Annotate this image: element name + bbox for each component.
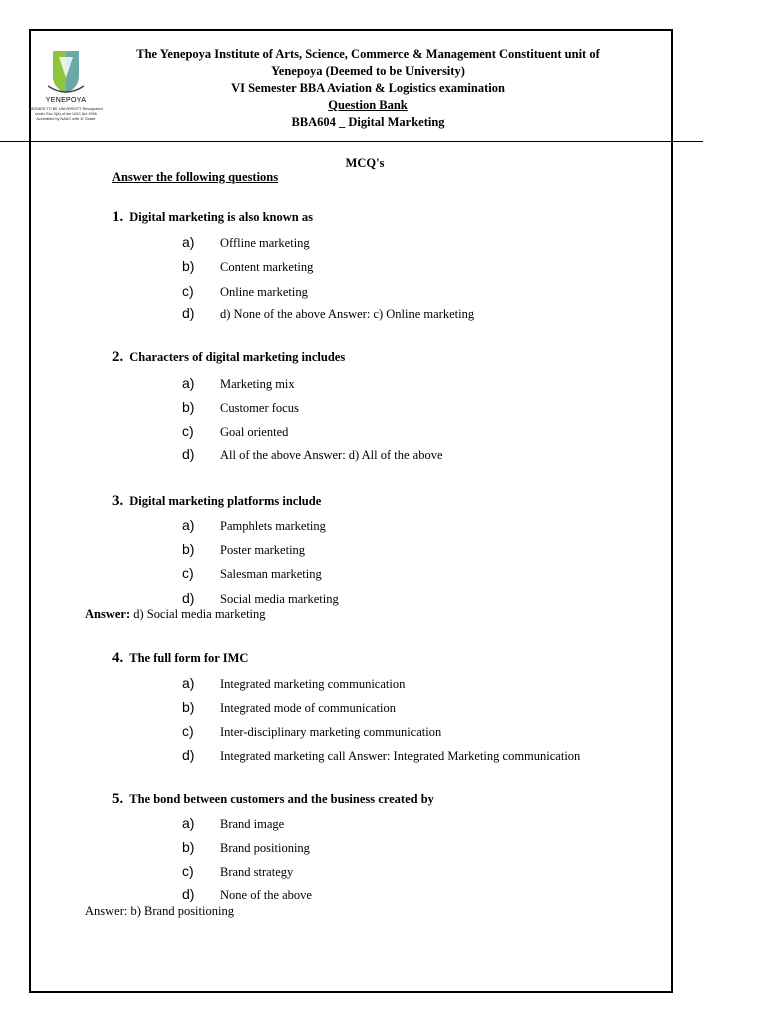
logo-name: YENEPOYA: [45, 97, 87, 104]
option-letter: c): [182, 723, 194, 739]
option-text: Brand positioning: [220, 841, 310, 855]
answer-text: d) Social media marketing: [130, 607, 266, 621]
option-3c: [182, 565, 322, 582]
option-text: Brand strategy: [220, 865, 294, 879]
option-1d: [182, 305, 474, 322]
option-2a: [182, 375, 295, 392]
option-letter: d): [182, 305, 195, 321]
option-text: Goal oriented: [220, 425, 289, 439]
option-text: Poster marketing: [220, 543, 306, 557]
question-text: Characters of digital marketing includes: [129, 350, 346, 364]
answer-5: [85, 904, 234, 919]
question-text: The bond between customers and the business created by: [129, 792, 434, 806]
university-name: Yenepoya (Deemed to be University): [271, 64, 465, 78]
option-text: Integrated marketing call Answer: Integrated Marketing communication: [220, 749, 581, 763]
option-text: Social media marketing: [220, 592, 339, 606]
question-text: Digital marketing platforms include: [129, 494, 322, 508]
option-letter: c): [182, 283, 194, 299]
option-letter: d): [182, 886, 195, 902]
option-text: Offline marketing: [220, 236, 310, 250]
option-5c: [182, 863, 293, 880]
option-letter: b): [182, 699, 195, 715]
option-4d: [182, 747, 580, 764]
option-text: Salesman marketing: [220, 567, 322, 581]
answer-text: Answer: b) Brand positioning: [85, 904, 234, 918]
question-5: [112, 791, 434, 808]
header-divider: [0, 141, 703, 142]
option-letter: a): [182, 234, 195, 250]
question-number: 5.: [112, 791, 124, 807]
option-text: None of the above: [220, 888, 312, 902]
option-letter: a): [182, 675, 195, 691]
option-2c: [182, 423, 288, 440]
instruction: Answer the following questions: [112, 170, 279, 184]
option-letter: a): [182, 517, 195, 533]
option-letter: c): [182, 565, 194, 581]
option-text: Content marketing: [220, 260, 314, 274]
question-number: 1.: [112, 209, 124, 225]
question-text: The full form for IMC: [129, 651, 249, 665]
question-1: [112, 209, 313, 226]
question-text: Digital marketing is also known as: [129, 210, 313, 224]
option-1c: [182, 283, 308, 300]
course-title: BBA604 _ Digital Marketing: [291, 115, 445, 129]
option-text: Inter-disciplinary marketing communication: [220, 725, 442, 739]
question-4: [112, 650, 248, 667]
option-letter: c): [182, 863, 194, 879]
option-text: Integrated marketing communication: [220, 677, 406, 691]
option-text: Integrated mode of communication: [220, 701, 396, 715]
option-2d: [182, 446, 443, 463]
option-text: Brand image: [220, 817, 285, 831]
option-text: Pamphlets marketing: [220, 519, 326, 533]
option-3a: [182, 517, 326, 534]
option-text: Customer focus: [220, 401, 299, 415]
option-text: Marketing mix: [220, 377, 295, 391]
question-3: [112, 493, 321, 510]
option-letter: a): [182, 815, 195, 831]
option-letter: b): [182, 839, 195, 855]
option-5b: [182, 839, 310, 856]
option-letter: b): [182, 541, 195, 557]
exam-title: VI Semester BBA Aviation & Logistics examination: [231, 81, 505, 95]
option-letter: c): [182, 423, 194, 439]
question-2: [112, 349, 345, 366]
option-3b: [182, 541, 305, 558]
question-number: 3.: [112, 493, 124, 509]
option-letter: d): [182, 446, 195, 462]
option-4b: [182, 699, 396, 716]
document-header: [118, 46, 618, 131]
question-bank-title: Question Bank: [328, 98, 408, 112]
option-letter: b): [182, 399, 195, 415]
option-3d: [182, 590, 339, 607]
option-text: Online marketing: [220, 285, 308, 299]
option-1a: [182, 234, 310, 251]
option-letter: d): [182, 747, 195, 763]
option-letter: a): [182, 375, 195, 391]
option-1b: [182, 258, 313, 275]
option-2b: [182, 399, 299, 416]
question-number: 2.: [112, 349, 124, 365]
option-4a: [182, 675, 405, 692]
logo-subtext: DEEMED TO BE UNIVERSITY Recognized under Sec 3(A) of the UGC Act 1956 Accredited by NAAC with 'A' Grade: [29, 107, 103, 121]
option-letter: b): [182, 258, 195, 274]
option-letter: d): [182, 590, 195, 606]
answer-label: Answer:: [85, 607, 131, 621]
question-number: 4.: [112, 650, 124, 666]
institute-name: The Yenepoya Institute of Arts, Science, Commerce & Management Constituent unit of: [136, 47, 600, 61]
option-5a: [182, 815, 284, 832]
option-5d: [182, 886, 312, 903]
option-4c: [182, 723, 441, 740]
option-text: All of the above Answer: d) All of the above: [220, 448, 443, 462]
option-text: d) None of the above Answer: c) Online marketing: [220, 307, 475, 321]
answer-3: [85, 607, 266, 622]
section-title: MCQ's: [345, 156, 385, 170]
